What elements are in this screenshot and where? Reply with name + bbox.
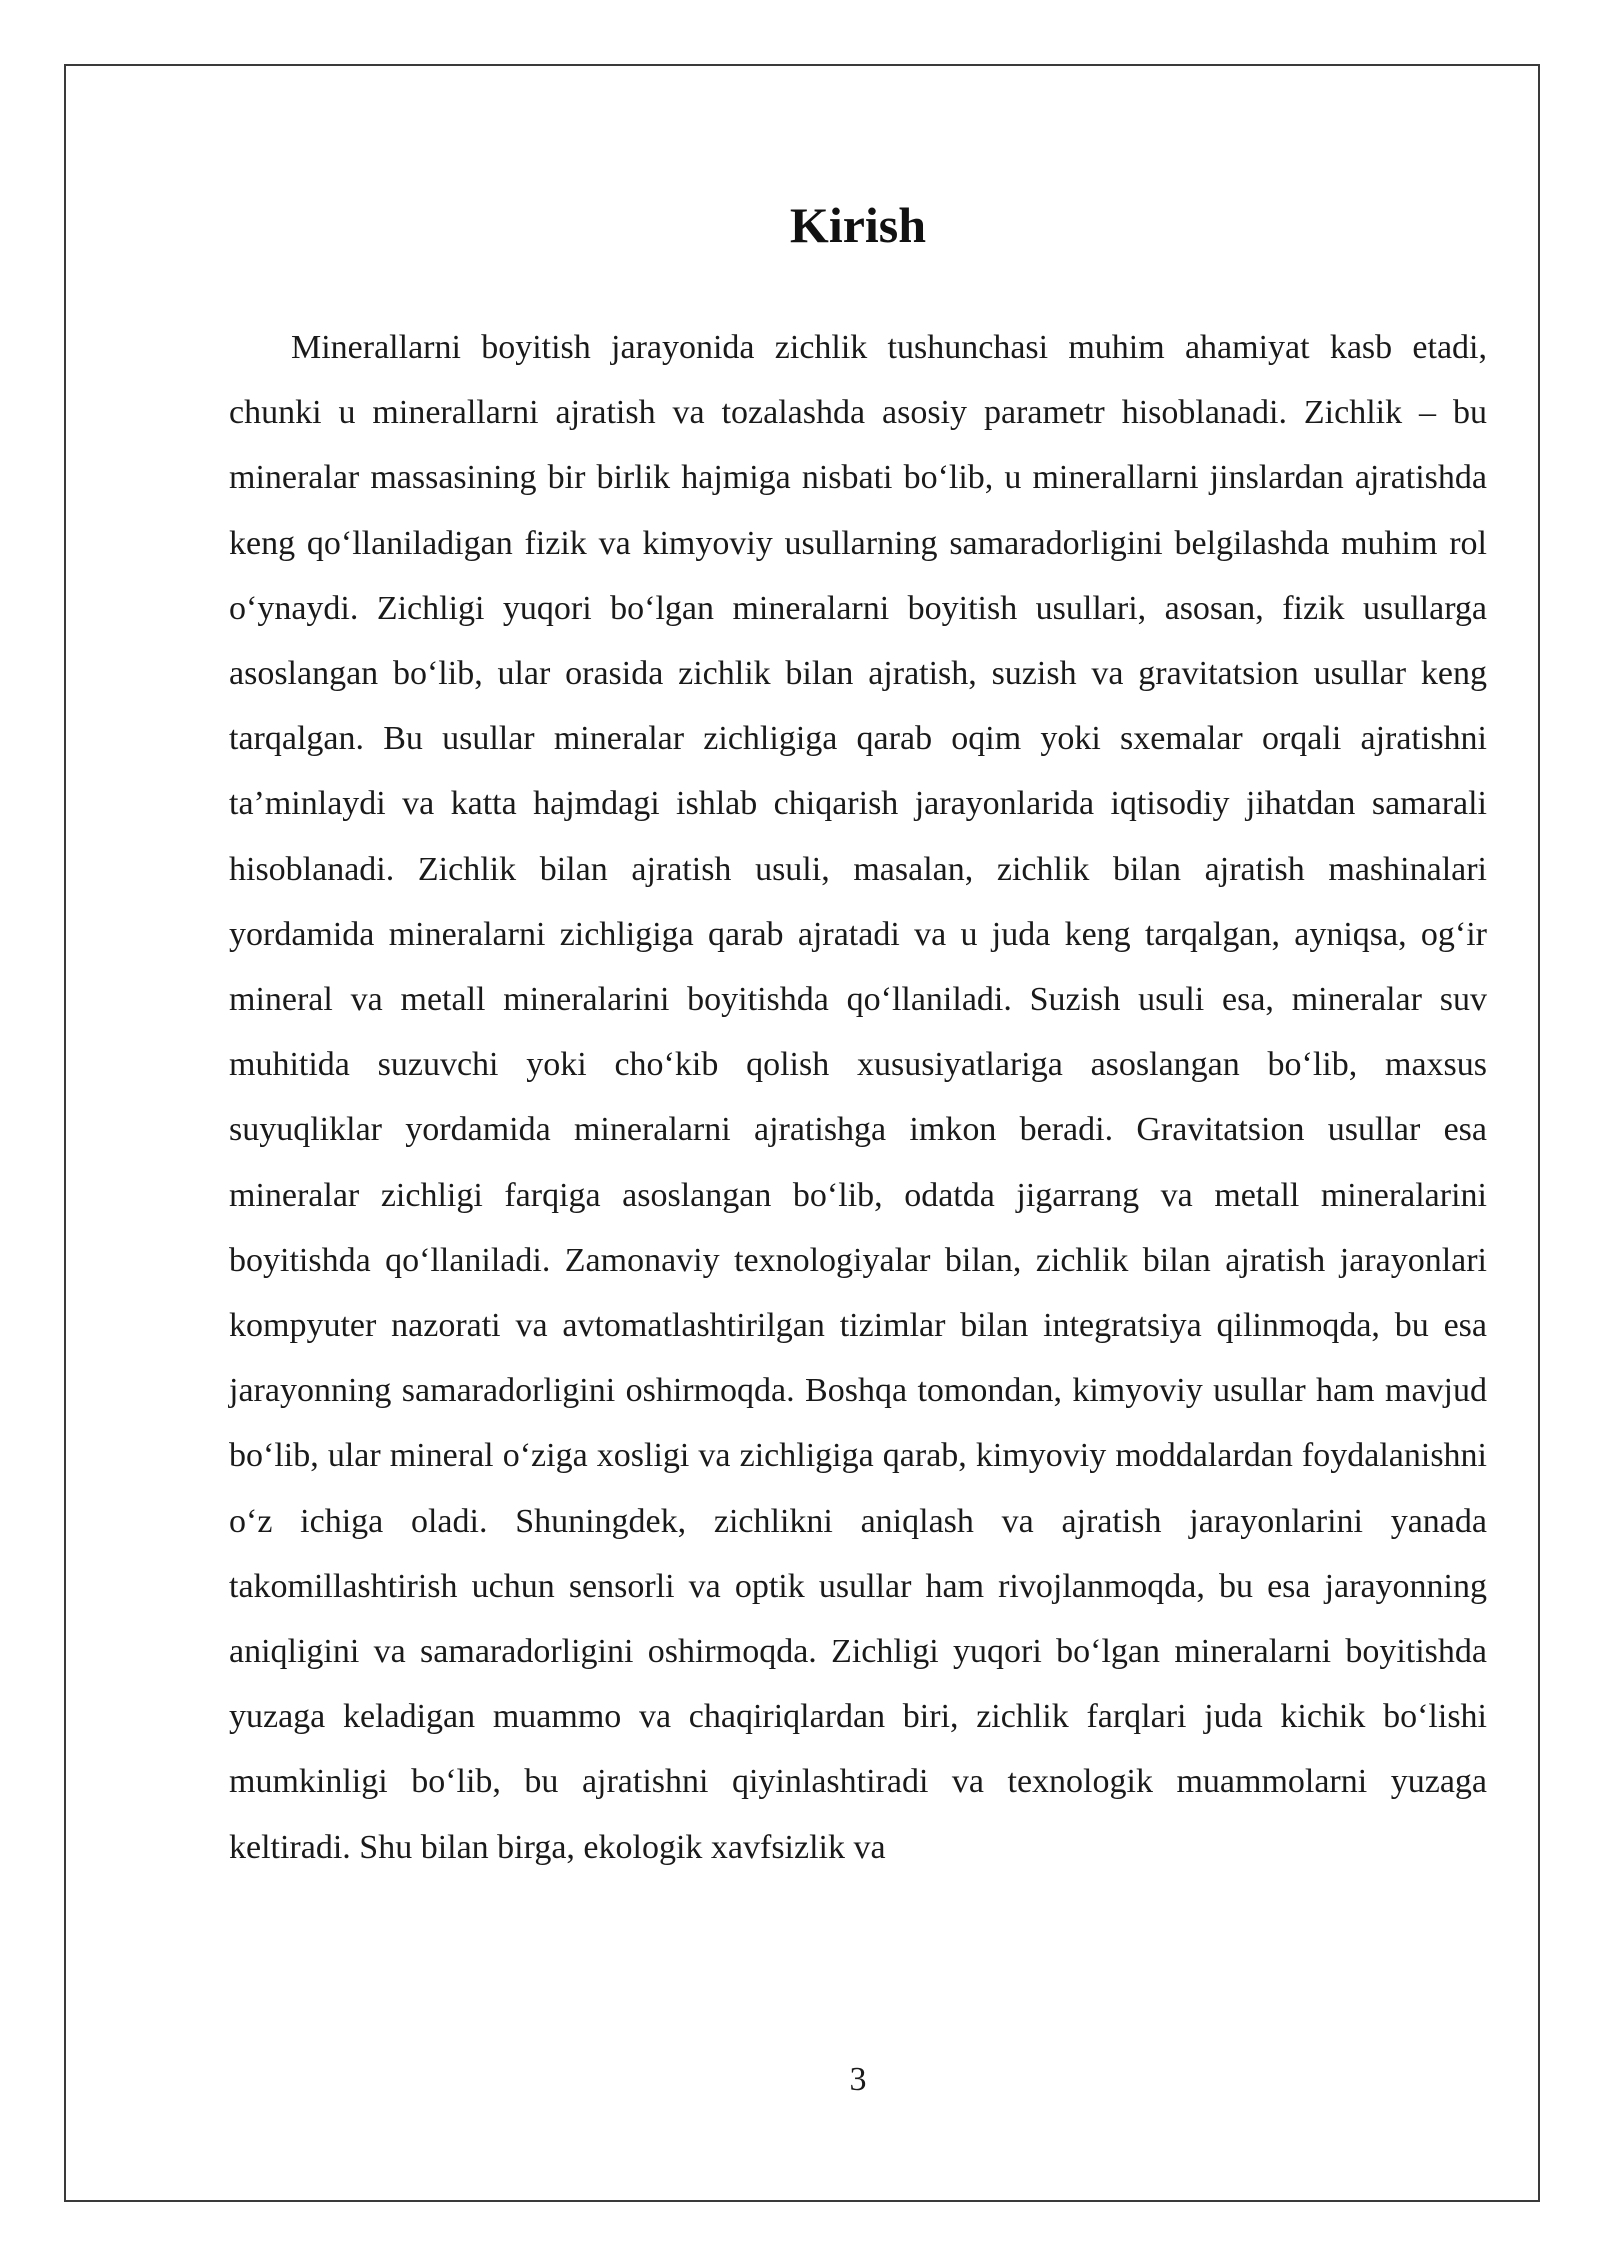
body-paragraph: Minerallarni boyitish jarayonida zichlik tushunchasi muhim ahamiyat kasb etadi, chunki u minerallarni ajratish va tozalashda asosiy parametr hisoblanadi. Zichlik – bu mineralar massasining bir birlik hajmiga nisbati bo‘lib, u minerallarni jinslardan ajratishda keng qo‘llaniladigan fizik va kimyoviy usullarning samaradorligini belgilashda muhim rol o‘ynaydi. Zichligi yuqori bo‘lgan mineralarni boyitish usullari, asosan, fizik usullarga asoslangan bo‘lib, ular orasida zichlik bilan ajratish, suzish va gravitatsion usullar keng tarqalgan. Bu usullar mineralar zichligiga qarab oqim yoki sxemalar orqali ajratishni ta’minlaydi va katta hajmdagi ishlab chiqarish jarayonlarida iqtisodiy jihatdan samarali hisoblanadi. Zichlik bilan ajratish usuli, masalan, zichlik bilan ajratish mashinalari yordamida mineralarni zichligiga qarab ajratadi va u juda keng tarqalgan, ayniqsa, og‘ir mineral va metall mineralarini boyitishda qo‘llaniladi. Suzish usuli esa, mineralar suv muhitida suzuvchi yoki cho‘kib qolish xususiyatlariga asoslangan bo‘lib, maxsus suyuqliklar yordamida mineralarni ajratishga imkon beradi. Gravitatsion usullar esa mineralar zichligi farqiga asoslangan bo‘lib, odatda jigarrang va metall mineralarini boyitishda qo‘llaniladi. Zamonaviy texnologiyalar bilan, zichlik bilan ajratish jarayonlari kompyuter nazorati va avtomatlashtirilgan tizimlar bilan integratsiya qilinmoqda, bu esa jarayonning samaradorligini oshirmoqda. Boshqa tomondan, kimyoviy usullar ham mavjud bo‘lib, ular mineral o‘ziga xosligi va zichligiga qarab, kimyoviy moddalardan foydalanishni o‘z ichiga oladi. Shuningdek, zichlikni aniqlash va ajratish jarayonlarini yanada takomillashtirish uchun sensorli va optik usullar ham rivojlanmoqda, bu esa jarayonning aniqligini va samaradorligini oshirmoqda. Zichligi yuqori bo‘lgan mineralarni boyitishda yuzaga keladigan muammo va chaqiriqlardan biri, zichlik farqlari juda kichik bo‘lishi mumkinligi bo‘lib, bu ajratishni qiyinlashtiradi va texnologik muammolarni yuzaga keltiradi. Shu bilan birga, ekologik xavfsizlik va — [229, 329, 1487, 1866]
page-number: 3 — [849, 2061, 867, 2098]
page-title: Kirish — [789, 197, 927, 253]
page-footer — [229, 0, 1487, 2262]
